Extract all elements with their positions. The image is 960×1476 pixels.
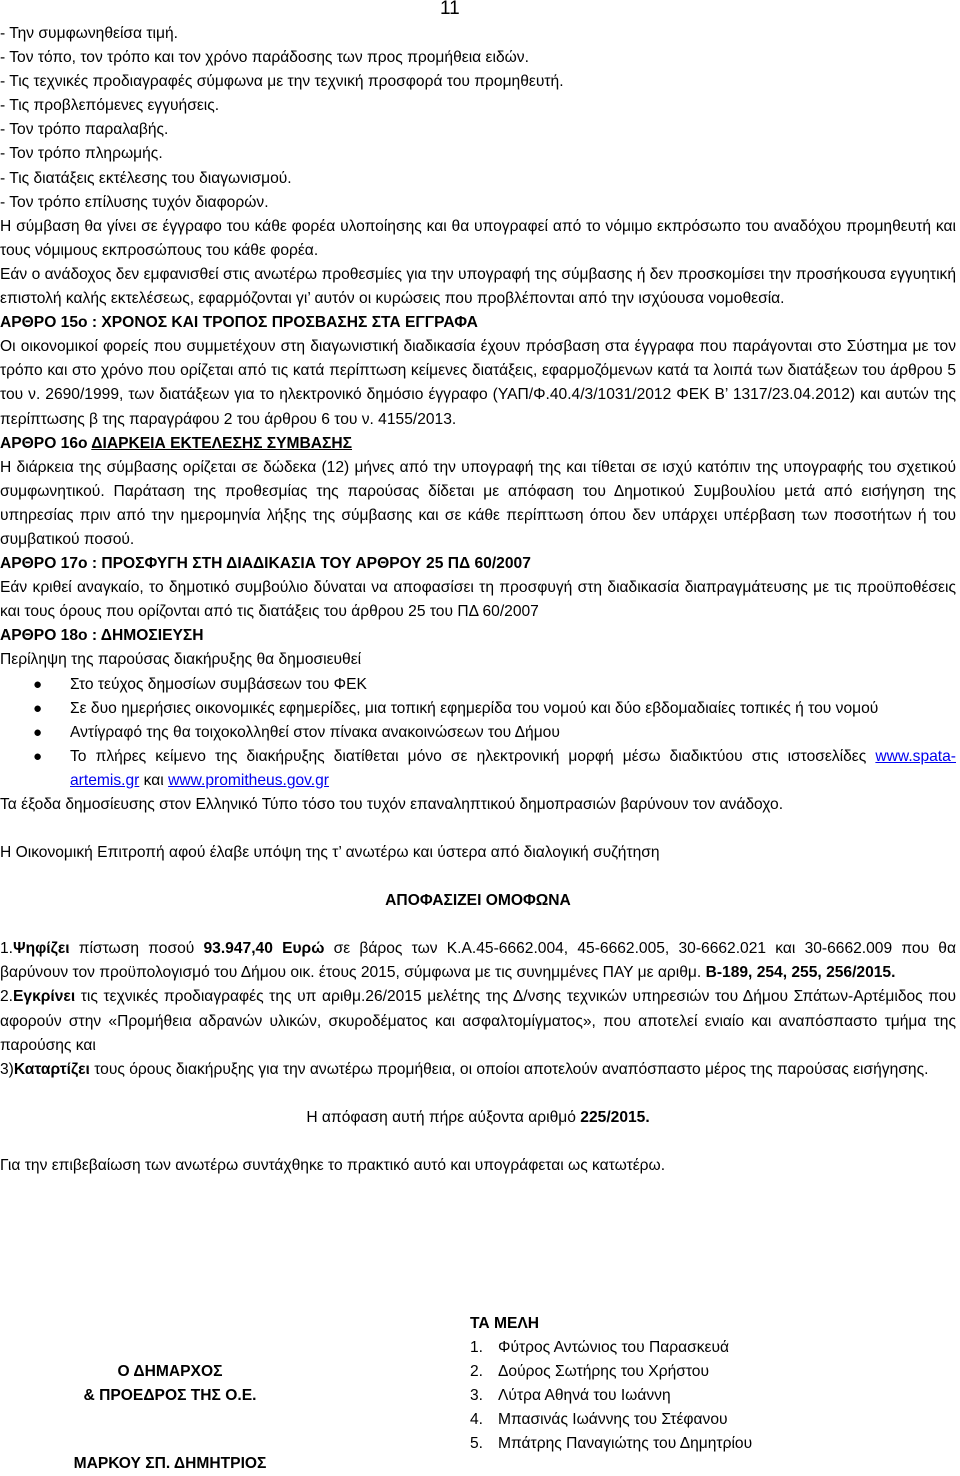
spacer <box>0 865 956 889</box>
list-item <box>0 673 956 697</box>
document-body <box>0 22 956 1178</box>
bullet-icon: ● <box>33 723 43 741</box>
decision-1-text-a: πίστωση ποσού <box>69 940 204 958</box>
verification-line: Για την επιβεβαίωση των ανωτέρω συντάχθηκε το πρακτικό αυτό και υπογράφεται ως κατωτέρω. <box>0 1156 666 1174</box>
decision-1-text-b: σε βάρος των Κ.Α.45-6662.004, 45-6662.005, 30-6662.021 και 30-6662.009 που θα βαρύνουν τον προϋπολογισμό του Δήμου οικ. έτους 2015, σύμφωνα με τις συνημμένες ΠΑΥ με αριθμ. <box>0 940 956 982</box>
link-spata-artemis[interactable]: www.spata-artemis.gr <box>70 747 956 789</box>
list-item: - Την συμφωνηθείσα τιμή. <box>0 25 178 42</box>
list-item: - Τον τόπο, τον τρόπο και τον χρόνο παράδοσης των προς προμήθεια ειδών. <box>0 49 529 67</box>
member-name: Λύτρα Αθηνά του Ιωάννη <box>498 1387 671 1404</box>
publication-costs: Τα έξοδα δημοσίευσης στον Ελληνικό Τύπο τόσο του τυχόν επαναληπτικού δημοπρασιών βαρύνουν τον ανάδοχο. <box>0 796 784 813</box>
decision-3-number: 3) <box>0 1060 14 1078</box>
members-title: ΤΑ ΜΕΛΗ <box>470 1315 540 1332</box>
member-number: 5. <box>470 1435 484 1452</box>
decision-1-amount: 93.947,40 Ευρώ <box>203 940 325 958</box>
member-number: 2. <box>470 1363 484 1380</box>
member-row <box>470 1408 950 1432</box>
article-16-body: Η διάρκεια της σύμβασης ορίζεται σε δώδεκα (12) μήνες από την υπογραφή της και τίθεται σε ισχύ κατόπιν της υπογραφής του σχετικού συμφωνητικού. Παράταση της προθεσμίας της παρούσας δίδεται με απόφαση του Δημοτικού Συμβουλίου μετά από εισήγηση της υπηρεσίας πριν από την ημερομηνία λήξης της σύμβασης και σε κάθε περίπτωση όπου δεν υπάρχει υπέρβαση των ποσοτήτων ή του συμβατικού ποσού. <box>0 458 956 548</box>
article-15-body: Οι οικονομικοί φορείς που συμμετέχουν στη διαγωνιστική διαδικασία έχουν πρόσβαση στα έγγραφα που παράγονται στο Σύστημα με τον τρόπο και στο χρόνο που ορίζεται από τις κατά περίπτωση κείμενες διατάξεις, εφαρμοζόμενων κατά τα λοιπά των διατάξεων του άρθρου 5 του ν. 2690/1999, των διατάξεων για το ηλεκτρονικό δημόσιο έγγραφο (ΥΑΠ/Φ.40.4/3/1031/2012 ΦΕΚ Β’ 1317/23.04.2012) και αυτών της περίπτωσης β της παραγράφου 2 του άρθρου 6 του ν. 4155/2013. <box>0 338 956 428</box>
bullet-text: Αντίγραφό της θα τοιχοκολληθεί στον πίνακα ανακοινώσεων του Δήμου <box>70 723 560 741</box>
decision-3 <box>0 1058 956 1082</box>
decision-1-refs: Β-189, 254, 255, 256/2015. <box>705 964 896 982</box>
signature-block <box>0 1312 960 1474</box>
decision-1-number: 1. <box>0 940 14 958</box>
list-item: - Τον τρόπο επίλυσης τυχόν διαφορών. <box>0 193 269 211</box>
member-row <box>470 1432 950 1456</box>
article-17-heading: ΑΡΘΡΟ 17ο : ΠΡΟΣΦΥΓΗ ΣΤΗ ΔΙΑΔΙΚΑΣΙΑ ΤΟΥ ΑΡΘΡΟΥ 25 ΠΔ 60/2007 <box>0 555 531 573</box>
decision-2-text: τις τεχνικές προδιαγραφές της υπ αριθμ.26/2015 μελέτης της Δ/νσης τεχνικών υπηρεσιών του Δήμου Σπάτων-Αρτέμιδος που αφορούν στην «Προμήθεια αδρανών υλικών, σκυροδέματος και ασφαλτομίγματος», που αποτελεί ενιαίο και αναπόσπαστο τμήμα της παρούσης και <box>0 988 956 1054</box>
member-name: Δούρος Σωτήρης του Χρήστου <box>498 1363 710 1380</box>
member-row <box>470 1384 950 1408</box>
publication-list <box>0 673 956 793</box>
member-number: 3. <box>470 1387 484 1404</box>
member-row <box>470 1360 950 1384</box>
list-item: - Τον τρόπο παραλαβής. <box>0 121 169 139</box>
article-15-heading: ΑΡΘΡΟ 15ο : ΧΡΟΝΟΣ ΚΑΙ ΤΡΟΠΟΣ ΠΡΟΣΒΑΣΗΣ ΣΤΑ ΕΓΓΡΑΦΑ <box>0 314 478 332</box>
bullet-text: Σε δυο ημερήσιες οικονομικές εφημερίδες, μια τοπική εφημερίδα του νομού και δύο εβδομαδιαίες τοπικές ή του νομού <box>70 699 879 717</box>
penalty-paragraph: Εάν ο ανάδοχος δεν εμφανισθεί στις ανωτέρω προθεσμίες για την υπογραφή της σύμβασης ή δεν προσκομίσει την προσήκουσα εγγυητική επιστολή καλής εκτελέσεως, εφαρμόζονται γι’ αυτόν οι κυρώσεις που προβλέπονται από την ισχύουσα νομοθεσία. <box>0 265 956 308</box>
member-row <box>470 1336 950 1360</box>
decision-2 <box>0 985 956 1057</box>
committee-line: Η Οικονομική Επιτροπή αφού έλαβε υπόψη της τ’ ανωτέρω και ύστερα από διαλογική συζήτηση <box>0 844 660 862</box>
spacer <box>0 1130 956 1154</box>
decision-number-line <box>0 1106 956 1130</box>
decision-3-verb: Καταρτίζει <box>13 1060 90 1078</box>
bullet-icon: ● <box>33 675 43 693</box>
decision-1-verb: Ψηφίζει <box>13 940 70 958</box>
decision-heading: ΑΠΟΦΑΣΙΖΕΙ ΟΜΟΦΩΝΑ <box>385 892 571 910</box>
member-name: Μπασινάς Ιωάννης του Στέφανου <box>498 1411 728 1428</box>
article-16-heading <box>0 432 956 456</box>
bullet-text: Το πλήρες κείμενο της διακήρυξης διατίθεται μόνο σε ηλεκτρονική μορφή μέσω διαδικτύου στις ιστοσελίδες <box>70 747 876 765</box>
decision-2-number: 2. <box>0 988 14 1006</box>
link-separator: και <box>139 771 169 789</box>
list-item: - Τις τεχνικές προδιαγραφές σύμφωνα με την τεχνική προσφορά του προμηθευτή. <box>0 73 564 91</box>
spacer <box>0 1082 956 1106</box>
article-16-heading-prefix: ΑΡΘΡΟ 16ο <box>0 434 92 452</box>
mayor-role: & ΠΡΟΕΔΡΟΣ ΤΗΣ Ο.Ε. <box>83 1387 257 1404</box>
list-item: - Τις διατάξεις εκτέλεσης του διαγωνισμού. <box>0 169 292 187</box>
list-item: - Τον τρόπο πληρωμής. <box>0 145 163 163</box>
mayor-name: ΜΑΡΚΟΥ ΣΠ. ΔΗΜΗΤΡΙΟΣ <box>73 1455 267 1472</box>
list-item <box>0 745 956 793</box>
list-item: - Τις προβλεπόμενες εγγυήσεις. <box>0 97 220 115</box>
member-name: Μπάτρης Παναγιώτης του Δημητρίου <box>498 1435 753 1452</box>
spacer <box>0 817 956 841</box>
article-17-body: Εάν κριθεί αναγκαίο, το δημοτικό συμβούλιο δύναται να αποφασίσει τη προσφυγή στη διαδικασία διαπραγμάτευσης με τις προϋποθέσεις και τους όρους που ορίζονται από τις διατάξεις του άρθρου 25 του ΠΔ 60/2007 <box>0 579 956 621</box>
bullet-text: Στο τεύχος δημοσίων συμβάσεων του ΦΕΚ <box>70 675 367 693</box>
decision-2-verb: Εγκρίνει <box>13 988 76 1006</box>
spacer <box>0 913 956 937</box>
link-promitheus[interactable]: www.promitheus.gov.gr <box>168 771 330 789</box>
signing-paragraph: Η σύμβαση θα γίνει σε έγγραφο του κάθε φορέα υλοποίησης και θα υπογραφεί από το νόμιμο εκπρόσωπο του αναδόχου προμηθευτή και τους νόμιμους εκπροσώπους του κάθε φορέα. <box>0 217 956 259</box>
article-18-intro: Περίληψη της παρούσας διακήρυξης θα δημοσιευθεί <box>0 651 362 669</box>
list-item <box>0 697 956 721</box>
bullet-icon: ● <box>33 699 43 717</box>
list-item <box>0 721 956 745</box>
decision-number-label: Η απόφαση αυτή πήρε αύξοντα αριθμό <box>306 1108 581 1126</box>
bullet-icon: ● <box>33 747 43 765</box>
contract-contents-list <box>0 22 956 215</box>
member-number: 1. <box>470 1339 484 1356</box>
mayor-title: Ο ΔΗΜΑΡΧΟΣ <box>117 1363 223 1380</box>
member-name: Φύτρος Αντώνιος του Παρασκευά <box>498 1339 730 1356</box>
decision-1 <box>0 937 956 985</box>
decision-number: 225/2015. <box>580 1108 650 1126</box>
member-number: 4. <box>470 1411 484 1428</box>
decision-3-text: τους όρους διακήρυξης για την ανωτέρω προμήθεια, οι οποίοι αποτελούν αναπόσπαστο μέρος της παρούσας εισήγησης. <box>89 1060 929 1078</box>
article-16-heading-title: ΔΙΑΡΚΕΙΑ ΕΚΤΕΛΕΣΗΣ ΣΥΜΒΑΣΗΣ <box>91 434 353 452</box>
article-18-heading: ΑΡΘΡΟ 18ο : ΔΗΜΟΣΙΕΥΣΗ <box>0 627 204 645</box>
page-number: 11 <box>440 0 460 19</box>
